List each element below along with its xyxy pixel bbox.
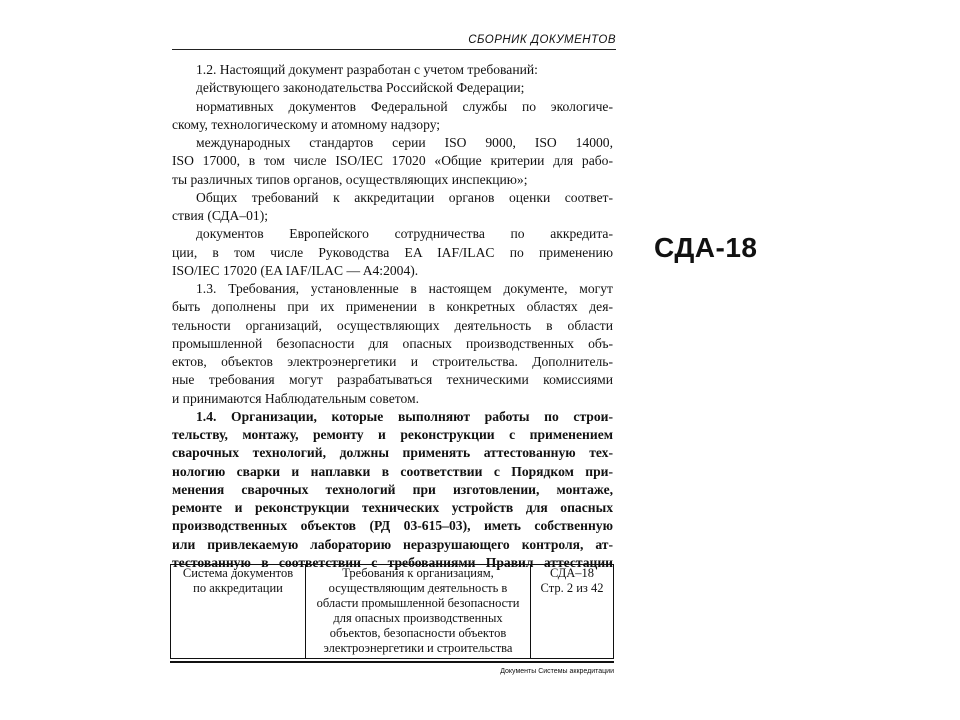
body-line: ремонте и реконструкции технических устройств для опасных [172, 500, 613, 515]
body-line: тестованную в соответствии с требованиями Правил аттестации [172, 554, 613, 570]
footer-cell-line: области промышленной безопасности [316, 596, 520, 610]
body-line: сварочных технологий, должны применять аттестованную тех- [172, 445, 613, 461]
footer-cell-line: Требования к организациям, [342, 566, 494, 580]
body-line: ISO/IEC 17020 (EA IAF/ILAC — A4:2004). [172, 262, 419, 278]
footer-cell-line: осуществляющим деятельность в [328, 581, 508, 595]
body-line: ствия (СДА–01); [172, 208, 269, 223]
body-line: ные требования могут разрабатываться техническими комиссиями [172, 372, 613, 388]
body-line: производственных объектов (РД 03-615–03), иметь собственную [172, 518, 613, 534]
footer-requirements-cell [306, 565, 531, 659]
body-line: ектов, объектов электроэнергетики и строительства. Дополнитель- [172, 354, 613, 369]
body-line: 1.4. Организации, которые выполняют работы по строи- [196, 408, 613, 424]
body-line: или привлекаемую лабораторию неразрушающего контроля, ат- [172, 536, 613, 552]
collection-header-title: СБОРНИК ДОКУМЕНТОВ [468, 34, 616, 46]
footer-caption: Документы Системы аккредитации [500, 668, 614, 675]
document-body-text [172, 61, 613, 572]
body-line: нормативных документов Федеральной службы по экологиче- [196, 98, 613, 114]
footer-cell-line: электроэнергетики и строительства [323, 641, 513, 655]
body-line: и принимаются Наблюдательным советом. [172, 390, 420, 406]
footer-page-cell [531, 565, 614, 659]
body-line: Общих требований к аккредитации органов оценки соответ- [196, 189, 613, 205]
footer-cell-line: объектов, безопасности объектов [329, 626, 507, 640]
body-line: быть дополнены при их применении в конкретных областях дея- [172, 299, 613, 315]
body-line: 1.2. Настоящий документ разработан с учетом требований: [196, 62, 538, 77]
document-code-label: СДА-18 [654, 232, 758, 263]
footer-system-cell [171, 565, 306, 659]
body-line: действующего законодательства Российской Федерации; [196, 80, 525, 96]
body-line: тельности организаций, осуществляющих деятельность в области [172, 317, 613, 333]
body-line: документов Европейского сотрудничества по аккредита- [196, 226, 613, 242]
header-rule [172, 49, 616, 50]
body-line: международных стандартов серии ISO 9000, ISO 14000, [196, 135, 613, 150]
footer-cell-line: СДА–18 [549, 566, 595, 580]
body-line: 1.3. Требования, установленные в настоящем документе, могут [196, 281, 613, 296]
body-line: ты различных типов органов, осуществляющих инспекцию»; [172, 171, 528, 187]
body-line: скому, технологическому и атомному надзору; [172, 116, 441, 132]
document-footer-table [170, 564, 614, 659]
footer-rule [170, 661, 614, 663]
footer-cell-line: для опасных производственных [333, 611, 503, 625]
body-line: ISO 17000, в том числе ISO/IEC 17020 «Общие критерии для рабо- [172, 153, 613, 169]
body-line: ции, в том числе Руководства EA IAF/ILAC по применению [172, 244, 613, 260]
footer-cell-line: по аккредитации [193, 581, 283, 595]
footer-cell-line: Система документов [182, 566, 294, 580]
footer-cell-line: Стр. 2 из 42 [540, 581, 604, 595]
body-line: менения сварочных технологий при изготовлении, монтаже, [172, 481, 613, 497]
body-line: промышленной безопасности для опасных производственных объ- [172, 335, 613, 351]
body-line: тельству, монтажу, ремонту и реконструкции с применением [172, 427, 613, 442]
body-line: нологию сварки и наплавки в соответствии с Порядком при- [172, 463, 613, 479]
